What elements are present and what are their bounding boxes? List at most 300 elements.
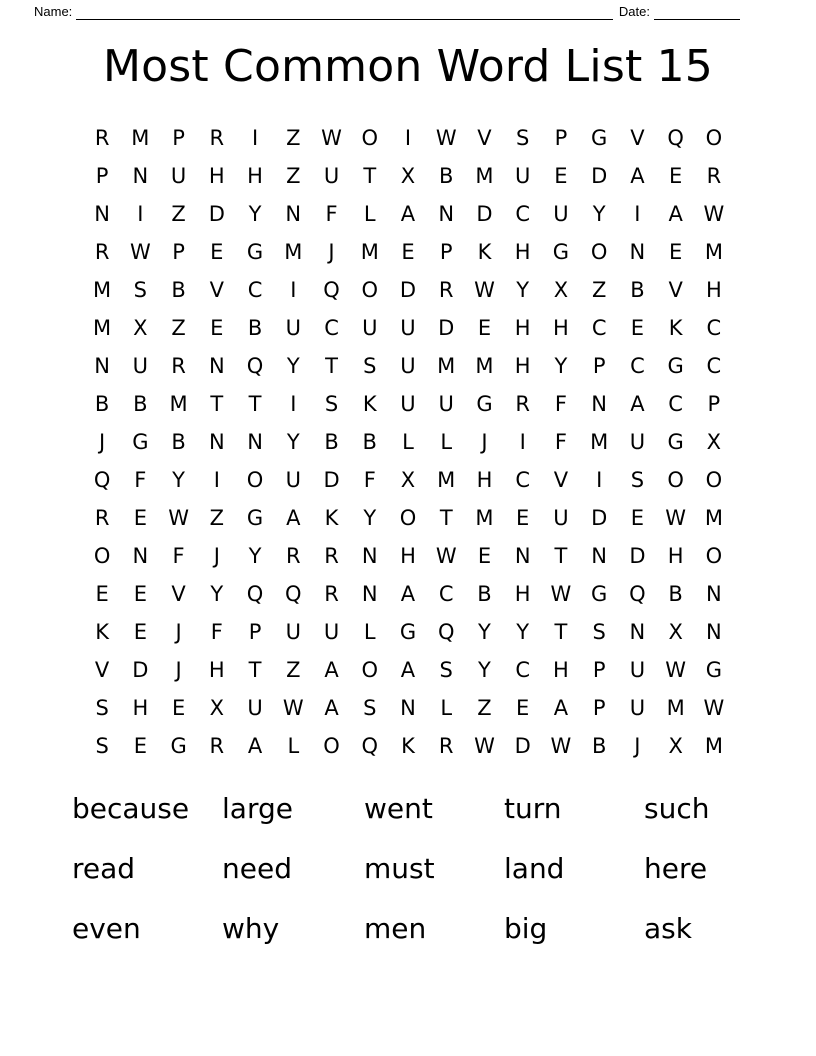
word-list-item[interactable]: turn: [504, 791, 562, 825]
grid-cell[interactable]: A: [668, 201, 683, 226]
word-list-item[interactable]: land: [504, 851, 565, 885]
grid-cell[interactable]: X: [209, 695, 225, 720]
grid-cell[interactable]: X: [668, 733, 683, 758]
grid-cell[interactable]: N: [706, 619, 722, 644]
grid-cell[interactable]: Y: [286, 429, 300, 454]
grid-cell[interactable]: Y: [363, 505, 377, 530]
word-list-item[interactable]: must: [364, 851, 435, 885]
grid-cell[interactable]: R: [171, 353, 186, 378]
grid-cell[interactable]: V: [553, 467, 569, 492]
grid-cell[interactable]: U: [323, 619, 340, 644]
word-list-item[interactable]: big: [504, 911, 548, 945]
grid-cell[interactable]: E: [210, 239, 224, 264]
grid-cell[interactable]: Q: [361, 733, 379, 758]
grid-cell[interactable]: M: [437, 467, 456, 492]
grid-cell[interactable]: R: [209, 125, 225, 150]
grid-cell[interactable]: E: [477, 543, 492, 568]
grid-cell[interactable]: E: [171, 695, 186, 720]
grid-cell[interactable]: R: [515, 391, 530, 416]
grid-cell[interactable]: K: [324, 505, 339, 530]
word-list-item[interactable]: such: [644, 791, 710, 825]
name-write-line[interactable]: [76, 6, 613, 20]
grid-cell[interactable]: N: [438, 201, 455, 226]
grid-cell[interactable]: T: [210, 391, 224, 416]
grid-cell[interactable]: V: [209, 277, 224, 302]
grid-cell[interactable]: O: [323, 733, 340, 758]
word-list-item[interactable]: need: [222, 851, 292, 885]
grid-cell[interactable]: Z: [477, 695, 492, 720]
grid-cell[interactable]: M: [704, 239, 723, 264]
grid-cell[interactable]: I: [251, 125, 259, 150]
grid-cell[interactable]: R: [324, 581, 339, 606]
grid-cell[interactable]: D: [591, 505, 608, 530]
grid-cell[interactable]: W: [550, 733, 572, 758]
grid-cell[interactable]: X: [706, 429, 722, 454]
grid-cell[interactable]: O: [705, 467, 723, 492]
grid-cell[interactable]: R: [94, 125, 110, 150]
grid-cell[interactable]: Q: [323, 277, 340, 302]
grid-cell[interactable]: B: [668, 581, 683, 606]
grid-cell[interactable]: T: [554, 543, 568, 568]
grid-cell[interactable]: M: [169, 391, 188, 416]
grid-cell[interactable]: Z: [286, 163, 301, 188]
grid-cell[interactable]: X: [400, 163, 416, 188]
grid-cell[interactable]: O: [361, 657, 379, 682]
grid-cell[interactable]: P: [95, 163, 109, 188]
grid-cell[interactable]: Z: [286, 125, 301, 150]
grid-cell[interactable]: U: [285, 619, 301, 644]
date-write-line[interactable]: [654, 6, 740, 20]
grid-cell[interactable]: F: [210, 619, 223, 644]
grid-cell[interactable]: B: [133, 391, 148, 416]
grid-cell[interactable]: B: [439, 163, 454, 188]
grid-cell[interactable]: P: [592, 353, 606, 378]
grid-cell[interactable]: M: [475, 353, 494, 378]
grid-cell[interactable]: J: [99, 429, 106, 454]
grid-cell[interactable]: E: [630, 505, 645, 530]
grid-cell[interactable]: O: [93, 543, 111, 568]
grid-cell[interactable]: X: [668, 619, 683, 644]
grid-cell[interactable]: C: [630, 353, 645, 378]
grid-cell[interactable]: S: [516, 125, 530, 150]
grid-cell[interactable]: W: [703, 695, 725, 720]
grid-cell[interactable]: A: [400, 201, 416, 226]
word-list-item[interactable]: large: [222, 791, 293, 825]
grid-cell[interactable]: N: [591, 391, 608, 416]
grid-cell[interactable]: F: [325, 201, 338, 226]
word-list-item[interactable]: even: [72, 911, 141, 945]
grid-cell[interactable]: W: [550, 581, 572, 606]
grid-cell[interactable]: H: [514, 353, 531, 378]
grid-cell[interactable]: Q: [93, 467, 111, 492]
grid-cell[interactable]: D: [438, 315, 455, 340]
grid-cell[interactable]: M: [437, 353, 456, 378]
grid-cell[interactable]: I: [596, 467, 603, 492]
grid-cell[interactable]: T: [363, 163, 377, 188]
grid-cell[interactable]: Q: [285, 581, 302, 606]
grid-cell[interactable]: Z: [591, 277, 607, 302]
grid-cell[interactable]: Q: [667, 125, 684, 150]
grid-cell[interactable]: N: [94, 353, 110, 378]
grid-cell[interactable]: J: [175, 657, 182, 682]
grid-cell[interactable]: N: [208, 353, 225, 378]
grid-cell[interactable]: U: [132, 353, 149, 378]
grid-cell[interactable]: S: [630, 467, 645, 492]
grid-cell[interactable]: U: [400, 353, 416, 378]
grid-cell[interactable]: W: [474, 277, 495, 302]
grid-cell[interactable]: D: [629, 543, 646, 568]
grid-cell[interactable]: U: [247, 695, 263, 720]
grid-cell[interactable]: O: [590, 239, 608, 264]
grid-cell[interactable]: F: [363, 467, 376, 492]
grid-cell[interactable]: S: [439, 657, 453, 682]
word-list-item[interactable]: read: [72, 851, 136, 885]
grid-cell[interactable]: F: [554, 391, 567, 416]
grid-cell[interactable]: B: [362, 429, 377, 454]
grid-cell[interactable]: H: [400, 543, 416, 568]
grid-cell[interactable]: B: [171, 429, 186, 454]
grid-cell[interactable]: P: [707, 391, 721, 416]
grid-cell[interactable]: S: [324, 391, 339, 416]
grid-cell[interactable]: M: [360, 239, 379, 264]
grid-cell[interactable]: D: [591, 163, 608, 188]
grid-cell[interactable]: W: [703, 201, 725, 226]
grid-cell[interactable]: K: [668, 315, 683, 340]
word-list-item[interactable]: went: [364, 791, 433, 825]
grid-cell[interactable]: C: [515, 201, 531, 226]
grid-cell[interactable]: H: [667, 543, 684, 568]
grid-cell[interactable]: M: [666, 695, 685, 720]
grid-cell[interactable]: E: [516, 695, 530, 720]
grid-cell[interactable]: G: [399, 619, 417, 644]
grid-cell[interactable]: J: [175, 619, 182, 644]
grid-cell[interactable]: K: [401, 733, 415, 758]
grid-cell[interactable]: Y: [248, 543, 262, 568]
grid-cell[interactable]: N: [591, 543, 608, 568]
grid-cell[interactable]: Z: [171, 201, 186, 226]
grid-cell[interactable]: W: [474, 733, 495, 758]
word-list-item[interactable]: here: [644, 851, 708, 885]
grid-cell[interactable]: S: [133, 277, 148, 302]
grid-cell[interactable]: F: [554, 429, 567, 454]
grid-cell[interactable]: N: [132, 543, 149, 568]
grid-cell[interactable]: G: [667, 353, 684, 378]
grid-cell[interactable]: P: [248, 619, 262, 644]
grid-cell[interactable]: I: [404, 125, 412, 150]
grid-cell[interactable]: H: [705, 277, 722, 302]
grid-cell[interactable]: Y: [172, 467, 185, 492]
grid-cell[interactable]: Y: [478, 619, 491, 644]
grid-cell[interactable]: L: [287, 733, 300, 758]
grid-cell[interactable]: I: [519, 429, 526, 454]
grid-cell[interactable]: U: [629, 429, 646, 454]
grid-cell[interactable]: U: [170, 163, 187, 188]
grid-cell[interactable]: A: [324, 695, 339, 720]
grid-cell[interactable]: Q: [246, 353, 264, 378]
word-list-item[interactable]: why: [222, 911, 280, 945]
grid-cell[interactable]: H: [514, 581, 531, 606]
grid-cell[interactable]: P: [592, 657, 606, 682]
grid-cell[interactable]: W: [665, 657, 687, 682]
grid-cell[interactable]: R: [94, 505, 110, 530]
grid-cell[interactable]: G: [246, 239, 264, 264]
grid-cell[interactable]: G: [667, 429, 684, 454]
grid-cell[interactable]: O: [667, 467, 684, 492]
grid-cell[interactable]: Y: [592, 201, 606, 226]
grid-cell[interactable]: X: [400, 467, 416, 492]
grid-cell[interactable]: H: [514, 239, 531, 264]
grid-cell[interactable]: I: [290, 277, 297, 302]
grid-cell[interactable]: Z: [209, 505, 225, 530]
grid-cell[interactable]: C: [591, 315, 607, 340]
grid-cell[interactable]: D: [323, 467, 340, 492]
grid-cell[interactable]: D: [476, 201, 493, 226]
grid-cell[interactable]: T: [248, 391, 262, 416]
grid-cell[interactable]: H: [208, 163, 225, 188]
grid-cell[interactable]: H: [553, 315, 569, 340]
grid-cell[interactable]: D: [208, 201, 225, 226]
grid-cell[interactable]: M: [131, 125, 150, 150]
grid-cell[interactable]: E: [401, 239, 415, 264]
grid-cell[interactable]: G: [591, 581, 608, 606]
grid-cell[interactable]: T: [554, 619, 568, 644]
grid-cell[interactable]: T: [325, 353, 338, 378]
grid-cell[interactable]: H: [514, 315, 531, 340]
grid-cell[interactable]: W: [435, 543, 457, 568]
grid-cell[interactable]: N: [247, 429, 263, 454]
grid-cell[interactable]: F: [172, 543, 185, 568]
grid-cell[interactable]: K: [362, 391, 377, 416]
grid-cell[interactable]: C: [706, 353, 722, 378]
grid-cell[interactable]: R: [706, 163, 722, 188]
grid-cell[interactable]: S: [363, 353, 377, 378]
grid-cell[interactable]: U: [400, 391, 416, 416]
grid-cell[interactable]: C: [668, 391, 683, 416]
grid-cell[interactable]: C: [515, 657, 531, 682]
grid-cell[interactable]: G: [170, 733, 187, 758]
grid-cell[interactable]: J: [213, 543, 220, 568]
grid-cell[interactable]: P: [172, 125, 185, 150]
grid-cell[interactable]: D: [132, 657, 149, 682]
grid-cell[interactable]: P: [172, 239, 185, 264]
grid-cell[interactable]: N: [629, 239, 646, 264]
grid-cell[interactable]: H: [247, 163, 263, 188]
grid-cell[interactable]: B: [171, 277, 186, 302]
grid-cell[interactable]: A: [400, 581, 416, 606]
grid-cell[interactable]: Z: [286, 657, 301, 682]
grid-cell[interactable]: N: [361, 543, 378, 568]
grid-cell[interactable]: Q: [629, 581, 646, 606]
grid-cell[interactable]: U: [438, 391, 454, 416]
grid-cell[interactable]: S: [95, 733, 109, 758]
grid-cell[interactable]: U: [553, 505, 569, 530]
grid-cell[interactable]: C: [324, 315, 339, 340]
grid-cell[interactable]: M: [590, 429, 609, 454]
grid-cell[interactable]: I: [137, 201, 144, 226]
grid-cell[interactable]: H: [476, 467, 493, 492]
grid-cell[interactable]: V: [477, 125, 492, 150]
grid-cell[interactable]: N: [514, 543, 531, 568]
grid-cell[interactable]: B: [630, 277, 645, 302]
grid-cell[interactable]: K: [477, 239, 492, 264]
grid-cell[interactable]: O: [399, 505, 417, 530]
grid-cell[interactable]: U: [629, 695, 646, 720]
grid-cell[interactable]: J: [634, 733, 641, 758]
word-list-item[interactable]: men: [364, 911, 427, 945]
grid-cell[interactable]: E: [95, 581, 109, 606]
grid-cell[interactable]: E: [668, 163, 683, 188]
grid-cell[interactable]: W: [435, 125, 457, 150]
grid-cell[interactable]: R: [438, 277, 454, 302]
grid-cell[interactable]: B: [247, 315, 263, 340]
grid-cell[interactable]: Y: [516, 619, 530, 644]
grid-cell[interactable]: W: [168, 505, 189, 530]
grid-cell[interactable]: L: [402, 429, 414, 454]
grid-cell[interactable]: U: [362, 315, 378, 340]
grid-cell[interactable]: I: [634, 201, 641, 226]
grid-cell[interactable]: X: [553, 277, 569, 302]
grid-cell[interactable]: S: [95, 695, 109, 720]
grid-cell[interactable]: R: [438, 733, 454, 758]
grid-cell[interactable]: R: [94, 239, 110, 264]
grid-cell[interactable]: T: [439, 505, 453, 530]
word-list-item[interactable]: ask: [644, 911, 692, 945]
grid-cell[interactable]: V: [94, 657, 110, 682]
grid-cell[interactable]: E: [516, 505, 530, 530]
grid-cell[interactable]: L: [363, 201, 376, 226]
grid-cell[interactable]: E: [133, 619, 147, 644]
grid-cell[interactable]: B: [324, 429, 339, 454]
grid-cell[interactable]: O: [705, 125, 723, 150]
grid-cell[interactable]: P: [554, 125, 568, 150]
grid-cell[interactable]: P: [592, 695, 606, 720]
word-list-item[interactable]: because: [72, 791, 190, 825]
grid-cell[interactable]: M: [93, 277, 112, 302]
grid-cell[interactable]: C: [515, 467, 531, 492]
grid-cell[interactable]: N: [132, 163, 149, 188]
grid-cell[interactable]: U: [553, 201, 569, 226]
grid-cell[interactable]: V: [668, 277, 683, 302]
grid-cell[interactable]: H: [132, 695, 149, 720]
grid-cell[interactable]: G: [552, 239, 570, 264]
grid-cell[interactable]: R: [324, 543, 339, 568]
grid-cell[interactable]: S: [592, 619, 606, 644]
grid-cell[interactable]: C: [438, 581, 454, 606]
grid-cell[interactable]: U: [400, 315, 416, 340]
grid-cell[interactable]: N: [361, 581, 378, 606]
grid-cell[interactable]: R: [209, 733, 225, 758]
grid-cell[interactable]: E: [133, 505, 147, 530]
grid-cell[interactable]: N: [400, 695, 416, 720]
grid-cell[interactable]: U: [629, 657, 646, 682]
grid-cell[interactable]: W: [665, 505, 687, 530]
grid-cell[interactable]: A: [553, 695, 569, 720]
grid-cell[interactable]: W: [321, 125, 342, 150]
grid-cell[interactable]: B: [591, 733, 607, 758]
grid-cell[interactable]: D: [514, 733, 531, 758]
grid-cell[interactable]: O: [361, 277, 379, 302]
grid-cell[interactable]: N: [208, 429, 225, 454]
grid-cell[interactable]: T: [248, 657, 262, 682]
grid-cell[interactable]: P: [439, 239, 453, 264]
grid-cell[interactable]: Y: [210, 581, 224, 606]
grid-cell[interactable]: G: [591, 125, 608, 150]
grid-cell[interactable]: Y: [286, 353, 300, 378]
grid-cell[interactable]: N: [285, 201, 302, 226]
grid-cell[interactable]: M: [704, 505, 723, 530]
grid-cell[interactable]: V: [171, 581, 186, 606]
grid-cell[interactable]: L: [363, 619, 376, 644]
grid-cell[interactable]: G: [246, 505, 264, 530]
grid-cell[interactable]: Q: [246, 581, 264, 606]
grid-cell[interactable]: M: [284, 239, 303, 264]
grid-cell[interactable]: W: [129, 239, 151, 264]
grid-cell[interactable]: I: [290, 391, 297, 416]
grid-cell[interactable]: R: [285, 543, 301, 568]
grid-cell[interactable]: L: [440, 695, 453, 720]
grid-cell[interactable]: J: [481, 429, 488, 454]
grid-cell[interactable]: U: [285, 315, 301, 340]
grid-cell[interactable]: G: [705, 657, 723, 682]
grid-cell[interactable]: E: [630, 315, 645, 340]
grid-cell[interactable]: U: [285, 467, 301, 492]
grid-cell[interactable]: Y: [478, 657, 491, 682]
grid-cell[interactable]: W: [282, 695, 304, 720]
grid-cell[interactable]: Q: [437, 619, 455, 644]
grid-cell[interactable]: M: [93, 315, 112, 340]
grid-cell[interactable]: O: [246, 467, 264, 492]
grid-cell[interactable]: N: [94, 201, 110, 226]
grid-cell[interactable]: E: [477, 315, 492, 340]
grid-cell[interactable]: M: [704, 733, 723, 758]
grid-cell[interactable]: C: [247, 277, 263, 302]
grid-cell[interactable]: A: [400, 657, 416, 682]
grid-cell[interactable]: E: [668, 239, 683, 264]
grid-cell[interactable]: K: [95, 619, 109, 644]
grid-cell[interactable]: O: [705, 543, 723, 568]
grid-cell[interactable]: H: [553, 657, 569, 682]
grid-cell[interactable]: G: [132, 429, 149, 454]
grid-cell[interactable]: E: [133, 581, 147, 606]
grid-cell[interactable]: U: [323, 163, 340, 188]
grid-cell[interactable]: A: [630, 163, 645, 188]
grid-cell[interactable]: Z: [171, 315, 186, 340]
grid-cell[interactable]: B: [94, 391, 110, 416]
grid-cell[interactable]: M: [475, 163, 494, 188]
grid-cell[interactable]: X: [133, 315, 148, 340]
grid-cell[interactable]: M: [475, 505, 494, 530]
grid-cell[interactable]: E: [133, 733, 147, 758]
grid-cell[interactable]: N: [706, 581, 722, 606]
grid-cell[interactable]: Y: [248, 201, 262, 226]
grid-cell[interactable]: I: [213, 467, 220, 492]
grid-cell[interactable]: N: [629, 619, 646, 644]
grid-cell[interactable]: O: [361, 125, 379, 150]
grid-cell[interactable]: H: [208, 657, 225, 682]
grid-cell[interactable]: Y: [516, 277, 530, 302]
grid-cell[interactable]: A: [247, 733, 263, 758]
grid-cell[interactable]: L: [440, 429, 453, 454]
grid-cell[interactable]: C: [706, 315, 722, 340]
grid-cell[interactable]: U: [515, 163, 531, 188]
grid-cell[interactable]: E: [210, 315, 224, 340]
grid-cell[interactable]: Y: [554, 353, 568, 378]
grid-cell[interactable]: D: [399, 277, 417, 302]
grid-cell[interactable]: V: [630, 125, 645, 150]
grid-cell[interactable]: A: [286, 505, 301, 530]
grid-cell[interactable]: J: [328, 239, 335, 264]
grid-cell[interactable]: A: [630, 391, 645, 416]
